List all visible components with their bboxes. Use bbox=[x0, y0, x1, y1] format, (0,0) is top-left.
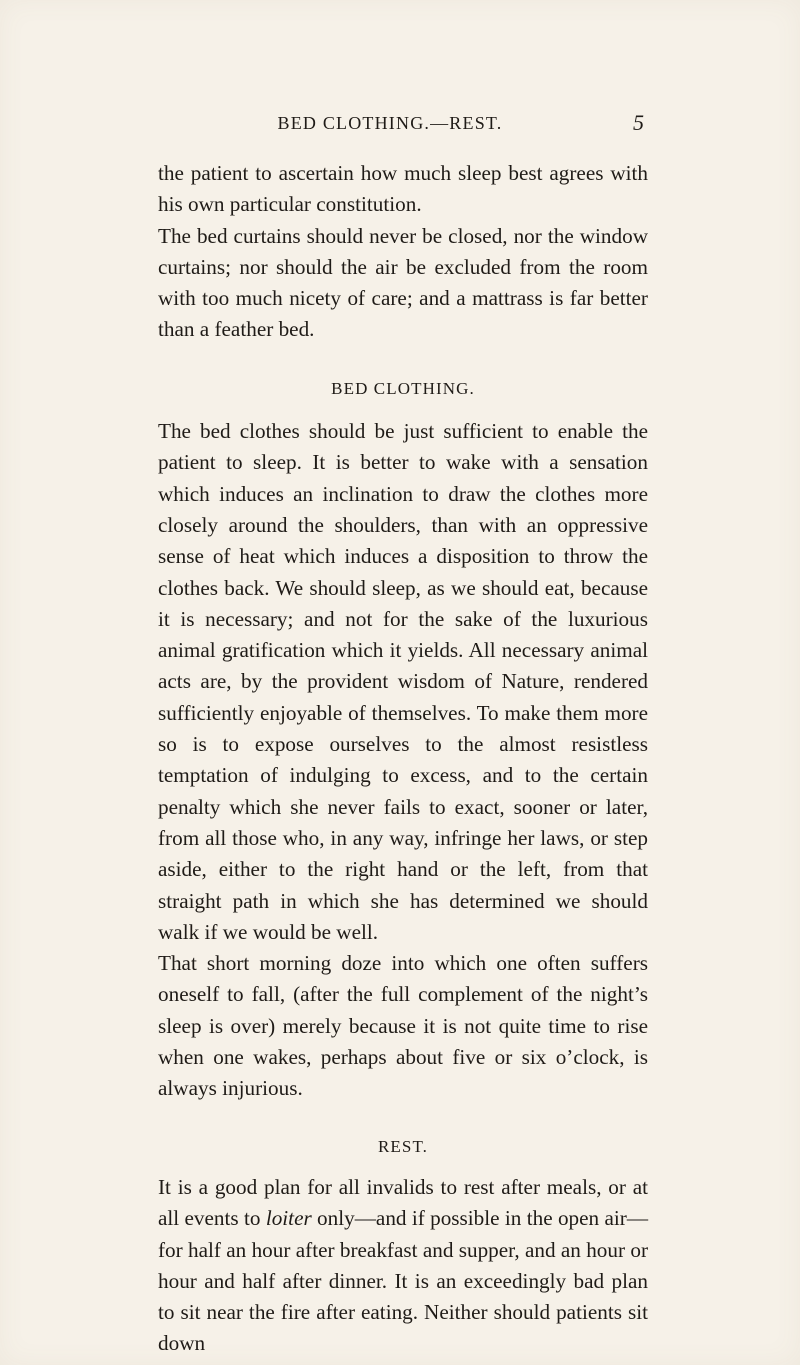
paragraph-morning-doze: That short morning doze into which one often suffers oneself to fall, (after the full complement of the night’s sleep is over) merely because it is not quite time to rise when one wakes, perhaps about five or six o’clock, is always injurious. bbox=[158, 951, 648, 1101]
paragraph-rest bbox=[158, 1172, 648, 1360]
page-number: 5 bbox=[633, 110, 644, 135]
paragraph-bed-curtains: The bed curtains should never be closed, nor the window curtains; nor should the air be excluded from the room with too much nicety of care; and a mattrass is far better than a feather bed. bbox=[158, 223, 648, 342]
paragraph-rest-end: only—and if possible in the open air—for half an hour after breakfast and supper, and an hour or hour and half after dinner. It is an exceedingly bad plan to sit near the fire after eating. Neither should patients sit down bbox=[158, 1206, 649, 1356]
main-text bbox=[158, 158, 648, 1360]
running-head bbox=[0, 103, 800, 143]
section-heading-bed-clothing: BED CLOTHING. bbox=[331, 378, 475, 398]
paragraph-rest-italic-word: loiter bbox=[265, 1206, 312, 1231]
paragraph-continuation: the patient to ascertain how much sleep best agrees with his own particular constitution. bbox=[158, 161, 648, 217]
section-heading-rest: REST. bbox=[377, 1136, 429, 1156]
running-title: BED CLOTHING.—REST. bbox=[277, 113, 503, 133]
paragraph-bed-clothes: The bed clothes should be just sufficient to enable the patient to sleep. It is better to wake with a sensation which induces an inclination to draw the clothes more closely around the shoulders, than with an oppressive sense of heat which induces a disposition to throw the clothes back. We should sleep, as we should eat, because it is necessary; and not for the sake of the luxurious animal gratification which it yields. All necessary animal acts are, by the provident wisdom of Nature, rendered sufficiently enjoyable of themselves. To make them more so is to expose ourselves to the almost resistless temptation of indulging to excess, and to the certain penalty which she never fails to exact, sooner or later, from all those who, in any way, infringe her laws, or step aside, either to the right hand or the left, from that straight path in which she has determined we should walk if we would be well. bbox=[158, 419, 648, 944]
paragraph-rest-start: It is a good plan for all invalids to rest after meals, or at all events to bbox=[158, 1174, 648, 1231]
